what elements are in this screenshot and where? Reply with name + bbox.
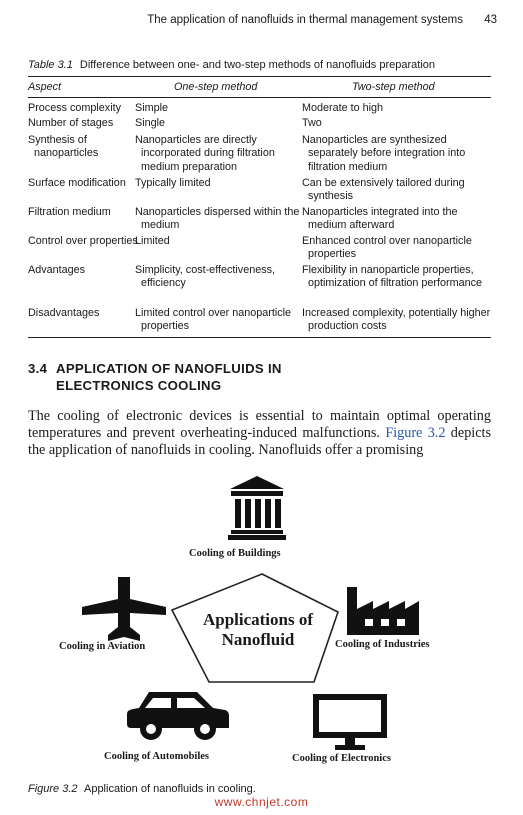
table-cell: Synthesis of nanoparticles [28,134,99,160]
label-aviation: Cooling in Aviation [59,641,146,652]
table-cell: Moderate to high [302,102,384,114]
table-header-one-step: One-step method [174,81,258,93]
table-cell: Nanoparticles dispersed within the medium [135,206,300,232]
center-title-line1: Applications of [202,610,314,629]
monitor-icon [313,694,387,750]
table-caption [28,59,435,71]
table-cell: Simple [135,102,169,114]
table-cell: Filtration medium [28,206,111,218]
table-caption-label: Table 3.1 [28,59,73,71]
table-cell: Advantages [28,264,86,276]
table-cell: Can be extensively tailored during synthesis [302,177,465,203]
table-cell: Process complexity [28,102,122,114]
running-head-title: The application of nanofluids in thermal management systems [147,14,463,26]
building-icon [228,476,286,540]
body-text-start: The cooling of electronic devices is essential to maintain optimal operating temperatures and prevent overheating-induced malfunctions. [28,408,491,442]
table-top-rule [28,76,491,77]
table-cell: Surface modification [28,177,126,189]
section-title-line2: ELECTRONICS COOLING [56,378,222,393]
table-cell: Number of stages [28,117,114,129]
car-icon [127,688,229,742]
table-cell: Increased complexity, potentially higher production costs [302,307,491,333]
table-cell: Simplicity, cost-effectiveness, efficiency [135,264,276,290]
table-header-aspect: Aspect [28,81,62,93]
page-number: 43 [484,14,497,26]
figure-caption-text: Application of nanofluids in cooling. [83,783,256,795]
running-head [28,14,497,30]
section-title-line1: APPLICATION OF NANOFLUIDS IN [56,361,282,376]
table-header-two-step: Two-step method [352,81,435,93]
table-cell: Typically limited [135,177,211,189]
figure-center-title [184,610,332,650]
table-cell: Nanoparticles are directly incorporated during filtration medium preparation [135,134,275,173]
label-industries: Cooling of Industries [335,639,430,650]
table-cell: Single [135,117,166,129]
table-cell: Nanoparticles integrated into the medium afterward [302,206,458,232]
label-electronics: Cooling of Electronics [292,753,391,764]
table-caption-text: Difference between one- and two-step methods of nanofluids preparation [79,59,435,71]
table-cell: Limited [135,235,170,247]
factory-icon [347,587,419,635]
label-buildings: Cooling of Buildings [189,548,281,559]
body-text-end: depicts the application of nanofluids in cooling. Nanofluids offer a promising [28,425,491,459]
section-number: 3.4 [28,361,48,376]
table-cell: Two [302,117,322,129]
figure-caption [28,783,256,795]
airplane-icon [82,577,166,641]
figure-caption-label: Figure 3.2 [28,783,78,795]
table-cell: Nanoparticles are synthesized separately before integration into filtration medium [302,134,466,173]
table-cell: Limited control over nanoparticle properties [135,307,292,333]
table-cell: Control over properties [28,235,138,247]
table-bottom-rule [28,337,491,338]
section-heading [28,360,282,394]
watermark-text: www.chnjet.com [214,795,309,809]
table-cell: Disadvantages [28,307,100,319]
figure-link[interactable]: Figure 3.2 [385,425,446,442]
figure-diagram [0,470,523,780]
center-title-line2: Nanofluid [221,630,295,649]
label-automobiles: Cooling of Automobiles [104,751,210,762]
body-paragraph [28,408,491,460]
table-header-rule [28,97,491,98]
table-cell: Flexibility in nanoparticle properties, optimization of filtration performance [302,264,483,290]
table-cell: Enhanced control over nanoparticle properties [302,235,472,261]
